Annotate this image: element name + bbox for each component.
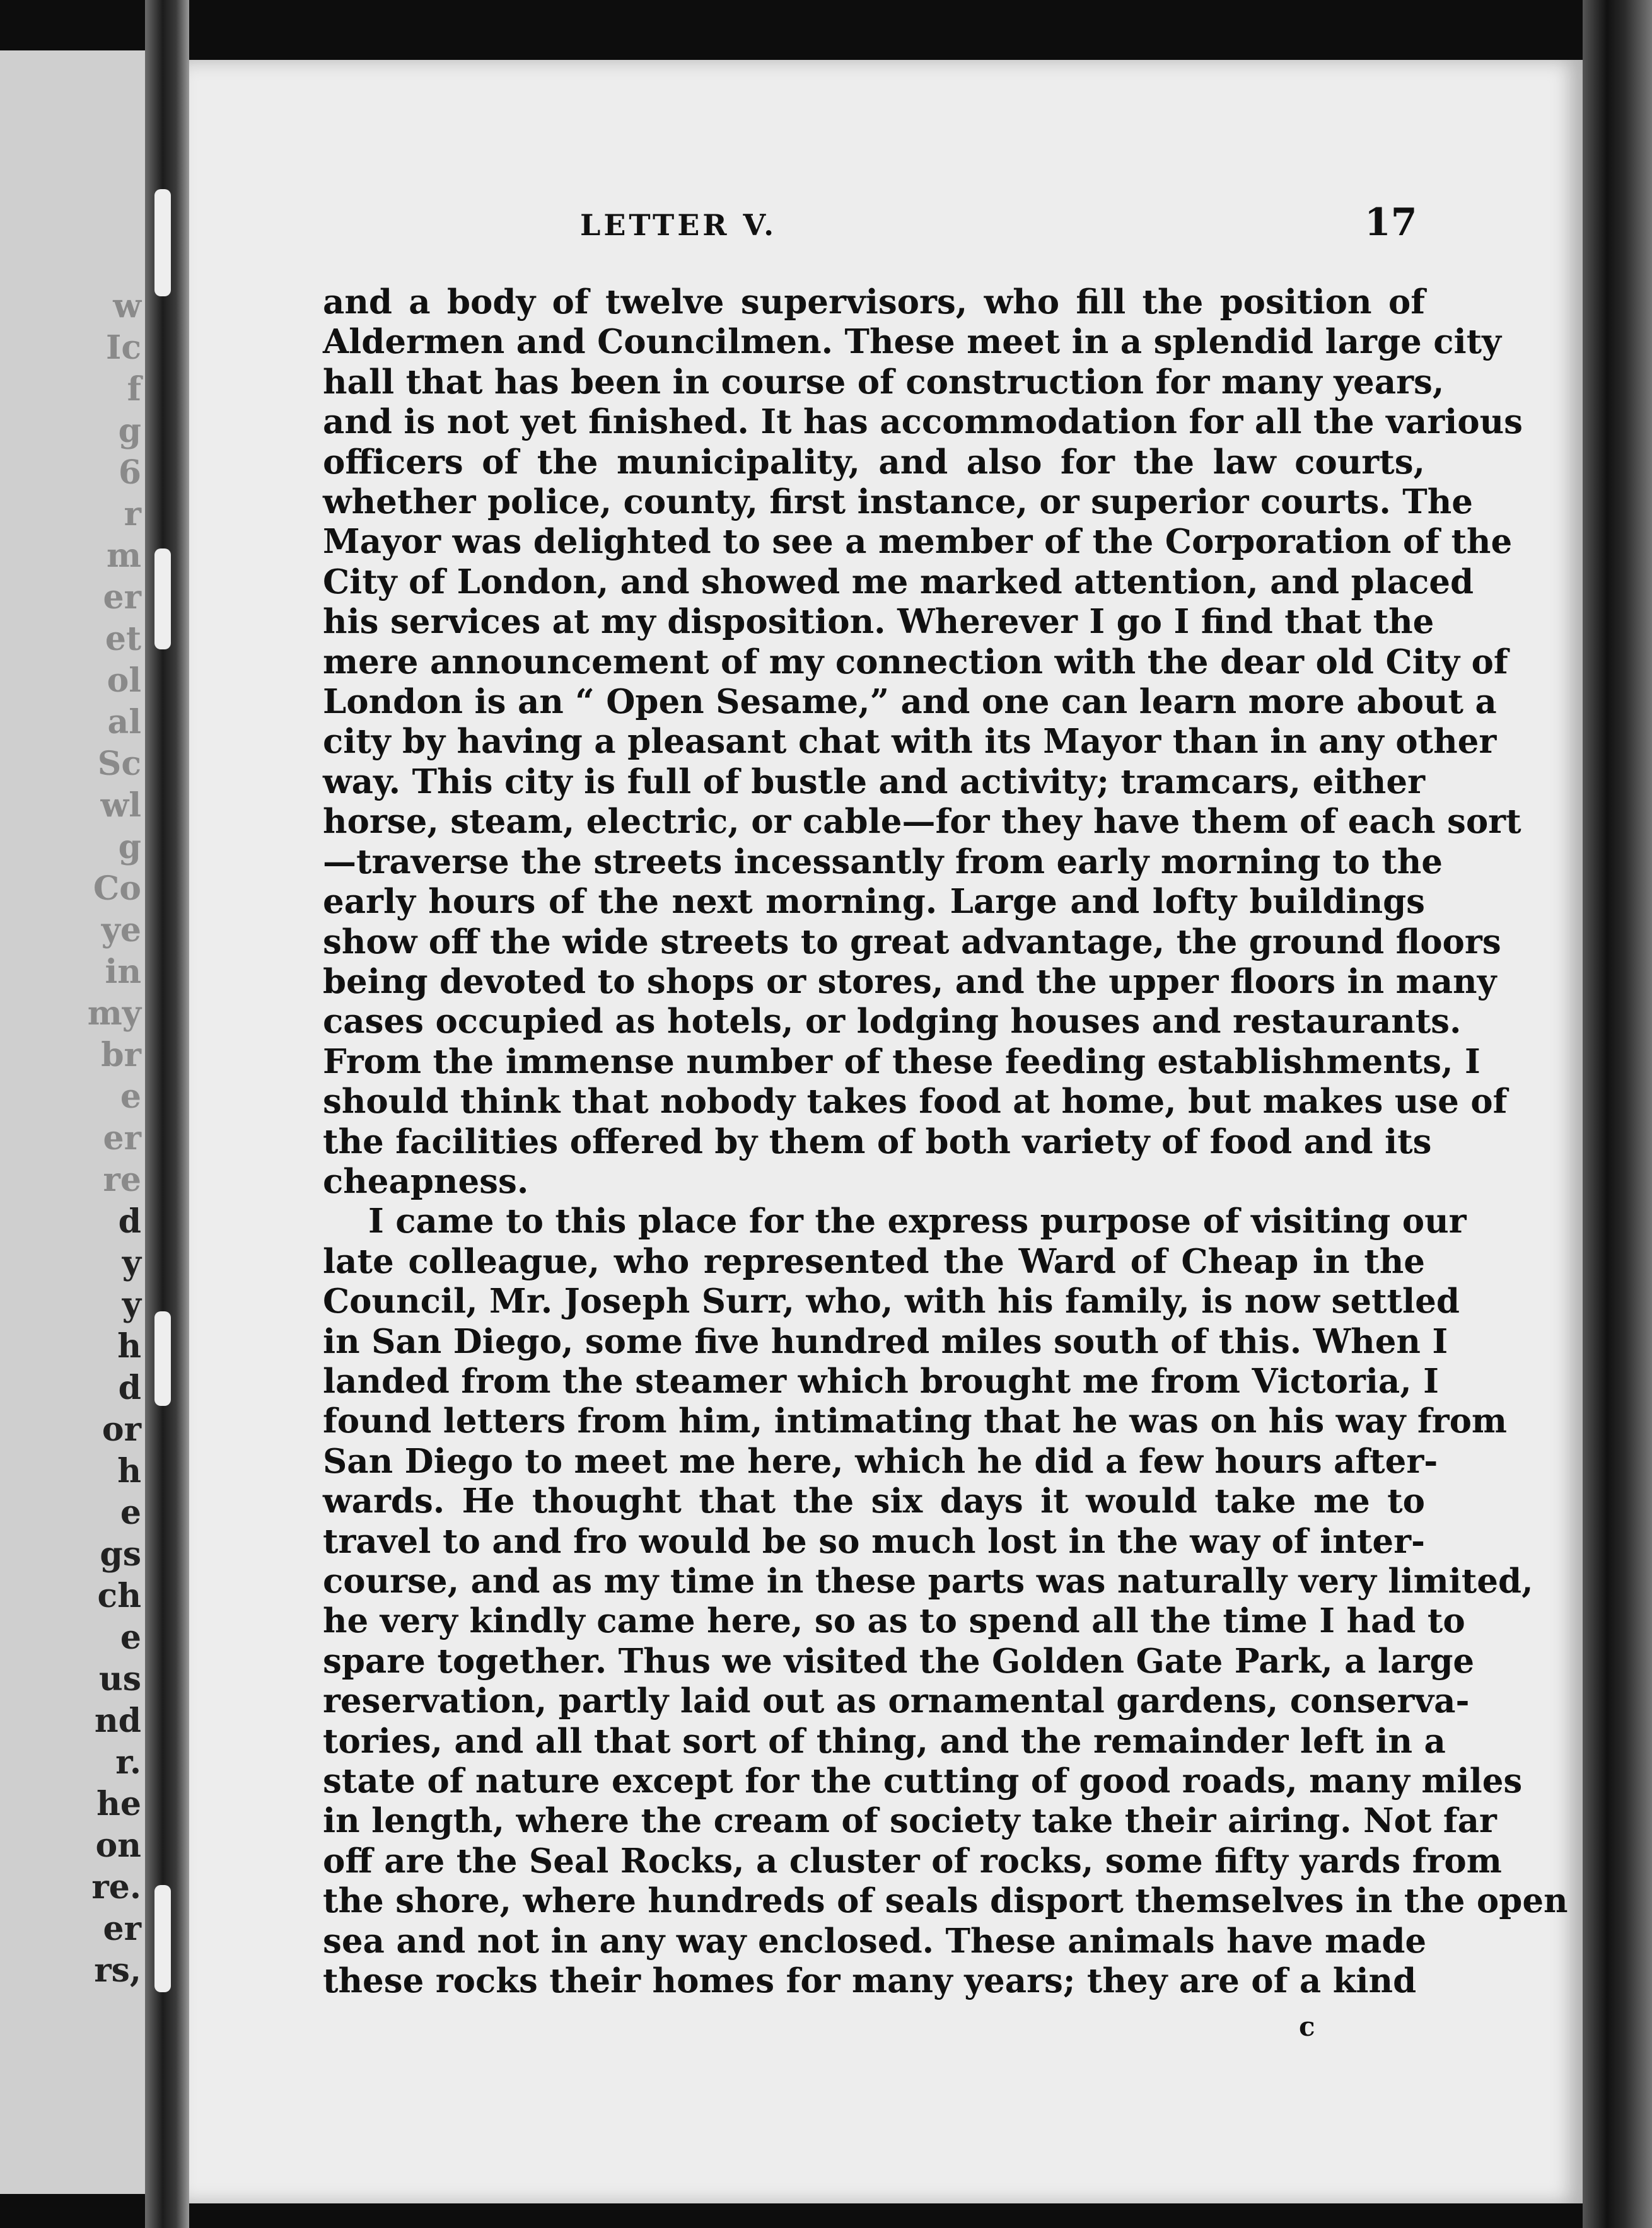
text-line: cheapness. bbox=[323, 1161, 529, 1201]
text-line: show off the wide streets to great advantage, the ground floors bbox=[323, 922, 1501, 961]
text-line: early hours of the next morning. Large and lofty buildings bbox=[323, 882, 1425, 922]
left-page-fragment: e bbox=[120, 1618, 141, 1657]
text-line: Council, Mr. Joseph Surr, who, with his family, is now settled bbox=[323, 1282, 1460, 1321]
text-line: course, and as my time in these parts was naturally very limited, bbox=[323, 1562, 1533, 1601]
text-line: off are the Seal Rocks, a cluster of rocks, some fifty yards from bbox=[323, 1841, 1502, 1881]
left-page-fragment: ol bbox=[107, 661, 141, 700]
left-page-fragment: et bbox=[105, 620, 141, 658]
text-line: way. This city is full of bustle and activity; tramcars, either bbox=[323, 762, 1425, 801]
left-page-fragment: on bbox=[95, 1826, 141, 1865]
text-line: spare together. Thus we visited the Golden Gate Park, a large bbox=[323, 1641, 1475, 1681]
text-line: Aldermen and Councilmen. These meet in a splendid large city bbox=[323, 322, 1501, 362]
left-page-fragment: y bbox=[122, 1244, 141, 1282]
binding-cord bbox=[154, 189, 171, 296]
left-page-fragment: Ic bbox=[106, 328, 141, 367]
text-line: being devoted to shops or stores, and the upper floors in many bbox=[323, 961, 1497, 1001]
left-page-fragment: h bbox=[117, 1452, 141, 1490]
left-page-fragment: he bbox=[96, 1785, 141, 1823]
left-page-fragment: or bbox=[102, 1410, 141, 1449]
text-line: From the immense number of these feeding establishments, I bbox=[323, 1041, 1480, 1081]
text-line: horse, steam, electric, or cable—for they have them of each sort bbox=[323, 802, 1521, 842]
text-line: cases occupied as hotels, or lodging houses and restaurants. bbox=[323, 1002, 1462, 1041]
left-page-fragment: rs, bbox=[94, 1951, 141, 1990]
left-page-fragment: g bbox=[118, 412, 141, 450]
left-page-fragment: f bbox=[127, 370, 141, 409]
binding-cord bbox=[154, 1885, 171, 1992]
text-line: in length, where the cream of society take their airing. Not far bbox=[323, 1801, 1497, 1841]
left-page-fragment: us bbox=[98, 1660, 141, 1698]
left-page-fragment: ch bbox=[97, 1577, 141, 1615]
left-page-fragment: 6 bbox=[118, 453, 141, 492]
text-line: landed from the steamer which brought me from Victoria, I bbox=[323, 1361, 1439, 1401]
text-line: wards. He thought that the six days it would take me to bbox=[323, 1482, 1425, 1521]
text-line: travel to and fro would be so much lost in the way of inter- bbox=[323, 1521, 1425, 1561]
text-line: state of nature except for the cutting of good roads, many miles bbox=[323, 1761, 1523, 1801]
text-line: London is an “ Open Sesame,” and one can learn more about a bbox=[323, 682, 1497, 722]
text-line: the facilities offered by them of both variety of food and its bbox=[323, 1122, 1432, 1161]
left-page-fragment: br bbox=[101, 1036, 141, 1074]
text-line: the shore, where hundreds of seals disport themselves in the open bbox=[323, 1881, 1568, 1921]
text-line: in San Diego, some five hundred miles south of this. When I bbox=[323, 1321, 1448, 1361]
text-line: hall that has been in course of construction for many years, bbox=[323, 362, 1445, 402]
page-edge-shadow bbox=[1583, 0, 1652, 2228]
text-line: should think that nobody takes food at home, but makes use of bbox=[323, 1082, 1508, 1122]
text-line: late colleague, who represented the Ward of Cheap in the bbox=[323, 1241, 1425, 1281]
left-page-fragment: al bbox=[107, 703, 141, 741]
text-line: Mayor was delighted to see a member of the Corporation of the bbox=[323, 522, 1513, 562]
text-line: his services at my disposition. Wherever I go I find that the bbox=[323, 602, 1434, 642]
binding-cord bbox=[154, 1311, 171, 1406]
left-page-fragment: er bbox=[103, 1119, 141, 1158]
left-page-fragment: d bbox=[118, 1202, 141, 1241]
text-line: found letters from him, intimating that he was on his way from bbox=[323, 1401, 1508, 1441]
left-page-fragment: h bbox=[117, 1327, 141, 1366]
text-line: tories, and all that sort of thing, and the remainder left in a bbox=[323, 1721, 1446, 1761]
left-page-fragment: m bbox=[106, 537, 141, 575]
left-page-fragment: Co bbox=[93, 869, 141, 908]
running-head: LETTER V. bbox=[580, 208, 777, 242]
left-page-fragment: g bbox=[118, 828, 141, 866]
left-page-fragment: ye bbox=[101, 911, 141, 949]
left-page-fragment: re bbox=[103, 1161, 141, 1199]
text-line: San Diego to meet me here, which he did a few hours after- bbox=[323, 1441, 1438, 1481]
text-line: reservation, partly laid out as ornamental gardens, conserva- bbox=[323, 1681, 1470, 1721]
left-page-fragment: gs bbox=[100, 1535, 141, 1574]
left-page-fragment: y bbox=[122, 1285, 141, 1324]
left-page-fragment: Sc bbox=[97, 745, 141, 783]
left-page-fragment: wl bbox=[100, 786, 141, 825]
body-text bbox=[323, 282, 1568, 2001]
left-page-fragment: nd bbox=[94, 1702, 141, 1740]
left-facing-page bbox=[0, 50, 145, 2194]
text-line: and is not yet finished. It has accommodation for all the various bbox=[323, 402, 1523, 442]
page-number: 17 bbox=[1364, 200, 1417, 245]
left-page-fragment: r. bbox=[115, 1743, 141, 1782]
left-page-fragment: e bbox=[120, 1077, 141, 1116]
left-page-fragment: er bbox=[103, 1910, 141, 1948]
left-page-fragment: in bbox=[105, 953, 141, 991]
left-page-fragment: w bbox=[113, 287, 141, 325]
text-line: whether police, county, first instance, or superior courts. The bbox=[323, 482, 1473, 522]
left-page-fragment: d bbox=[118, 1369, 141, 1407]
text-line: and a body of twelve supervisors, who fill the position of bbox=[323, 282, 1425, 322]
text-line: City of London, and showed me marked attention, and placed bbox=[323, 562, 1474, 601]
signature-mark: c bbox=[1299, 2011, 1315, 2042]
text-line: sea and not in any way enclosed. These animals have made bbox=[323, 1921, 1427, 1961]
text-line: officers of the municipality, and also for the law courts, bbox=[323, 442, 1425, 482]
text-line: —traverse the streets incessantly from early morning to the bbox=[323, 842, 1443, 881]
text-line: I came to this place for the express purpose of visiting our bbox=[368, 1202, 1467, 1241]
left-page-fragment: re. bbox=[91, 1868, 141, 1906]
text-line: he very kindly came here, so as to spend all the time I had to bbox=[323, 1601, 1465, 1641]
text-line: these rocks their homes for many years; they are of a kind bbox=[323, 1961, 1417, 2001]
text-line: city by having a pleasant chat with its Mayor than in any other bbox=[323, 722, 1497, 762]
left-page-fragment: e bbox=[120, 1494, 141, 1532]
binding-cord bbox=[154, 548, 171, 649]
left-page-fragment: er bbox=[103, 578, 141, 617]
left-page-fragment: r bbox=[124, 495, 141, 533]
left-page-fragment: my bbox=[87, 994, 141, 1033]
text-line: mere announcement of my connection with the dear old City of bbox=[323, 642, 1508, 682]
